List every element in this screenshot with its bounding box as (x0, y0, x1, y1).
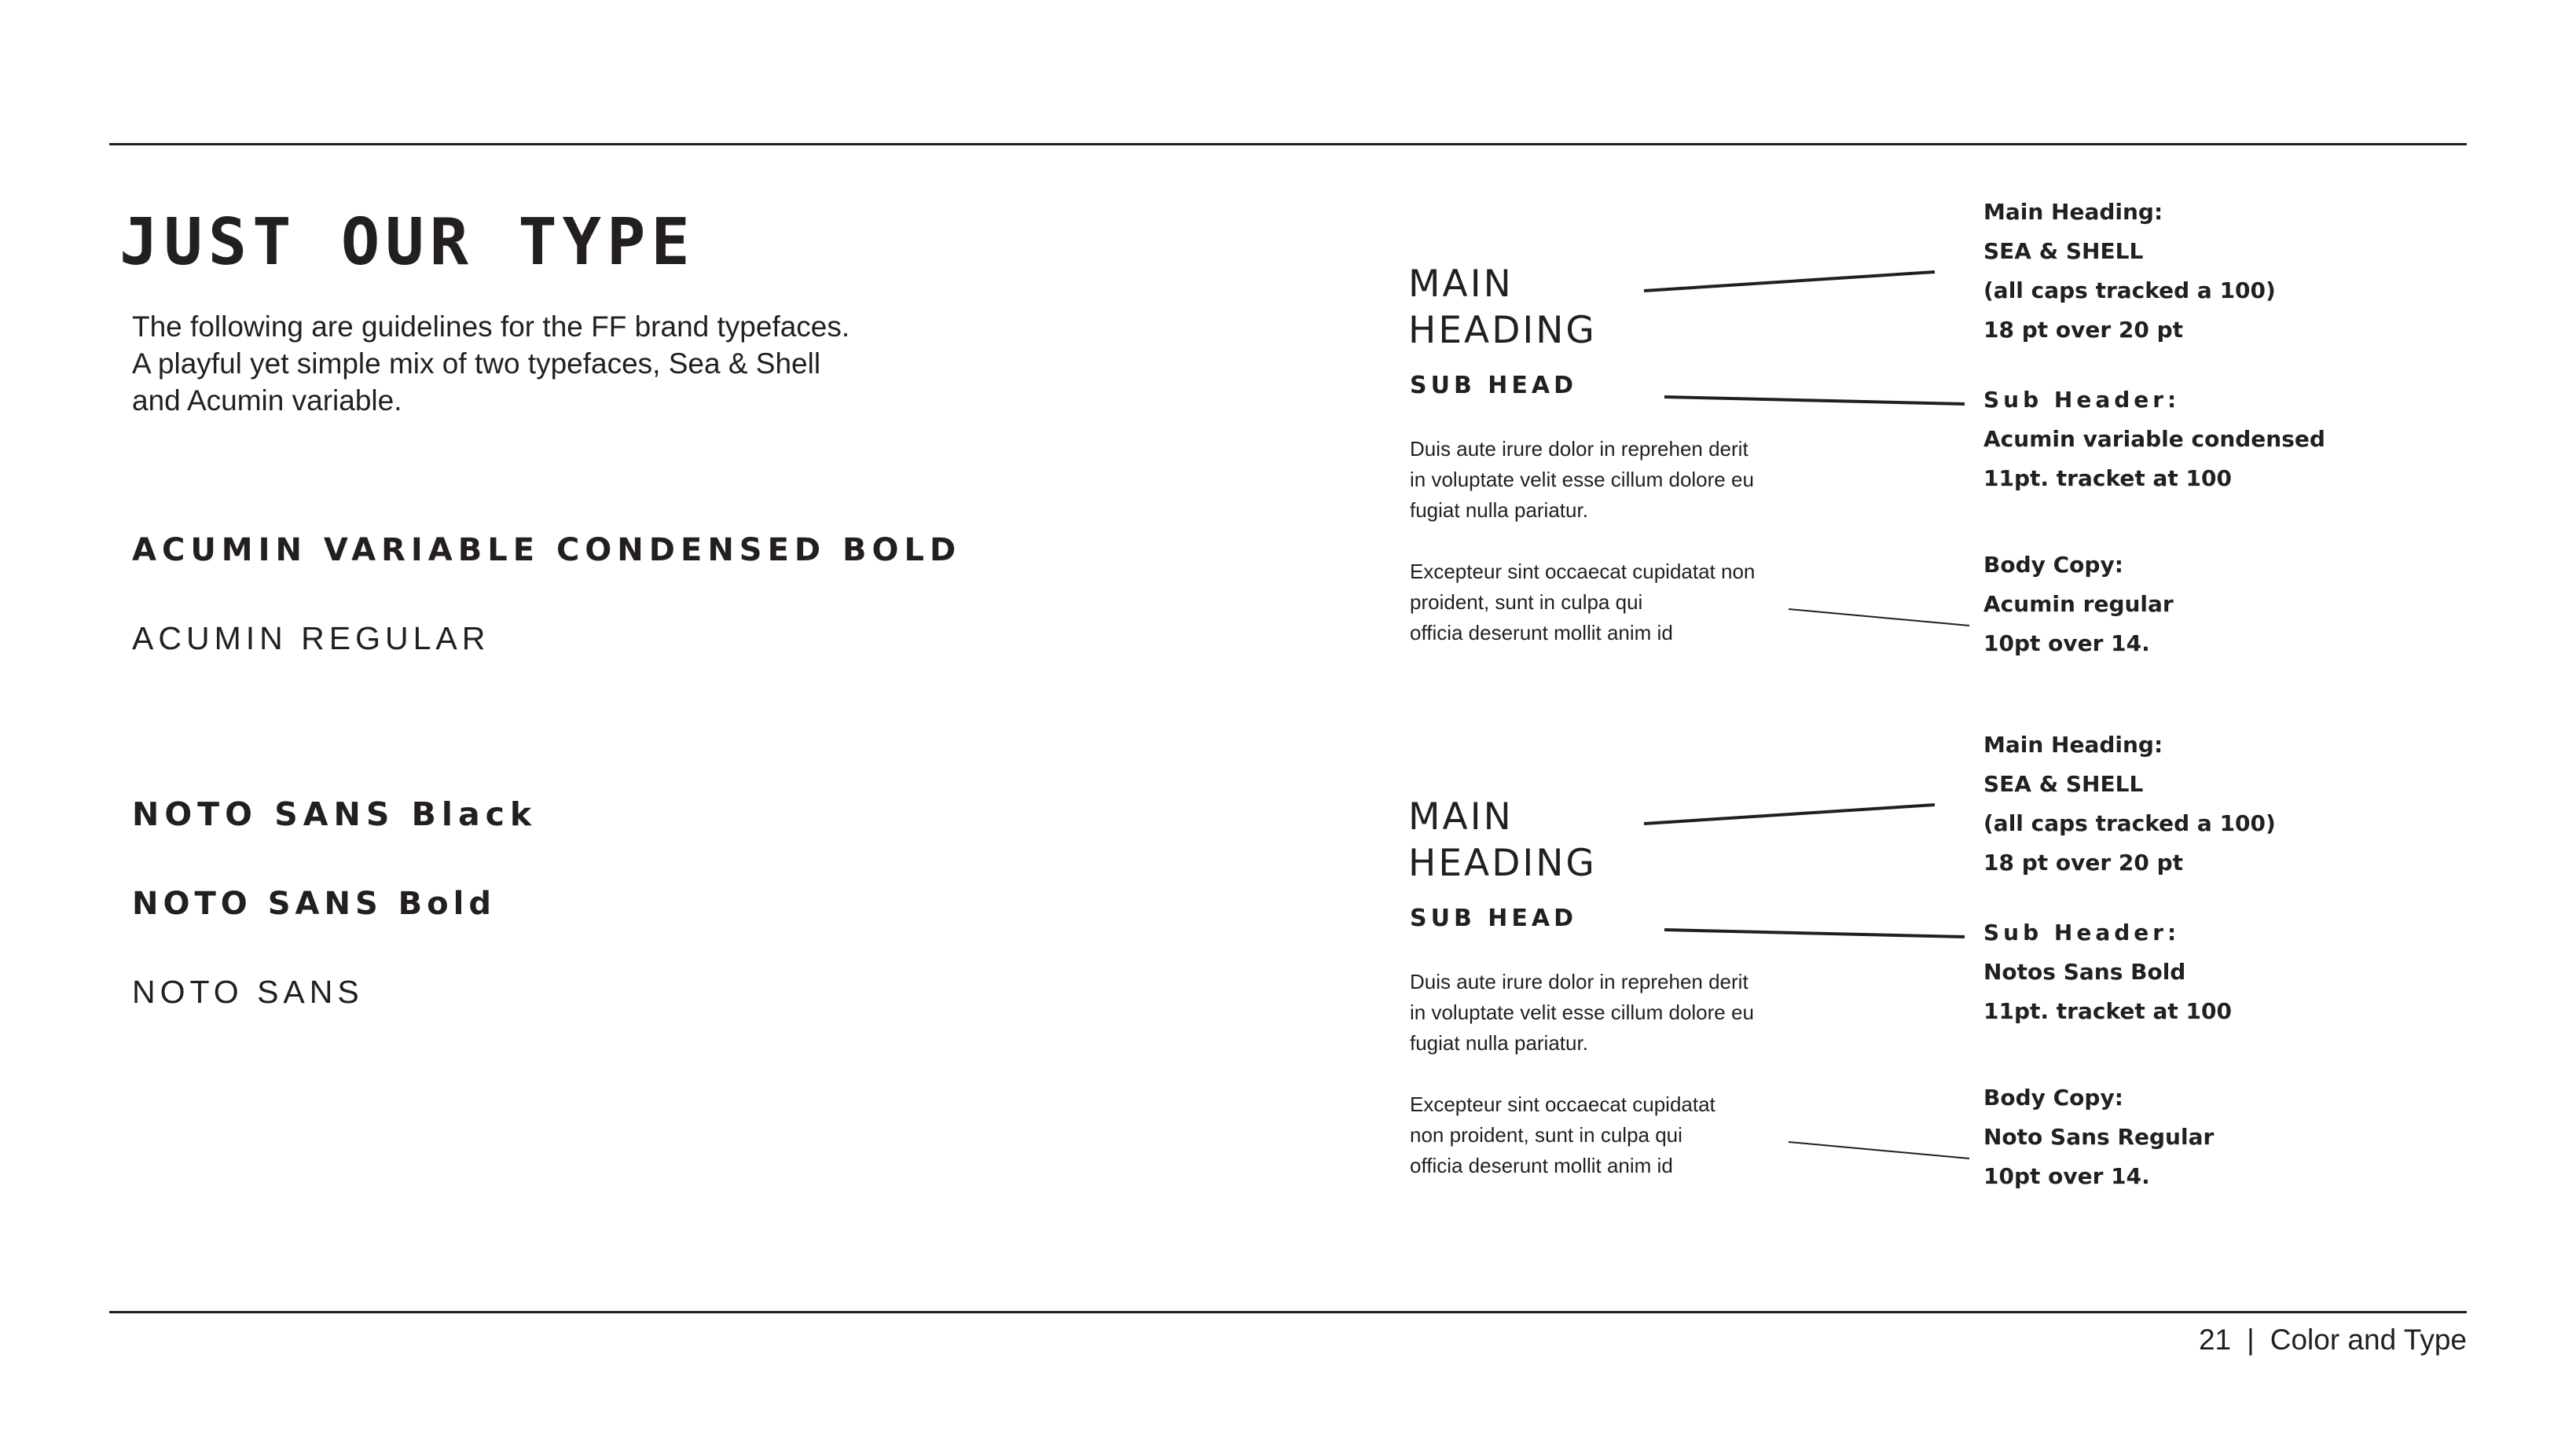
body-line: Excepteur sint occaecat cupidatat (1410, 1092, 1715, 1116)
connector-line (1664, 397, 1965, 404)
note-line: Notos Sans Bold (1983, 959, 2186, 985)
example-sub-head: SUB HEAD (1410, 372, 1577, 399)
body-line: fugiat nulla pariatur. (1410, 498, 1588, 522)
connector-line (1664, 930, 1965, 937)
connector-line (1789, 1142, 1969, 1158)
main-heading-line: HEADING (1408, 842, 1597, 885)
note-line: Body Copy: (1983, 1085, 2123, 1111)
page-number: 21 (2198, 1324, 2232, 1356)
specimen-noto-sans-bold: NOTO SANS Bold (132, 886, 496, 922)
section-name: Color and Type (2270, 1324, 2467, 1356)
note-line: Sub Header: (1983, 920, 2181, 945)
note-line: SEA & SHELL (1983, 238, 2144, 264)
note-line: Acumin regular (1983, 591, 2174, 617)
note-line: 10pt over 14. (1983, 1163, 2150, 1189)
note-line: 11pt. tracket at 100 (1983, 998, 2232, 1024)
note-line: Main Heading: (1983, 732, 2163, 758)
body-line: Excepteur sint occaecat cupidatat non (1410, 560, 1756, 583)
page-title: JUST OUR TYPE (119, 205, 695, 280)
body-line: non proident, sunt in culpa qui (1410, 1123, 1682, 1147)
main-heading-line: MAIN (1408, 795, 1514, 839)
example-sub-head: SUB HEAD (1410, 905, 1577, 932)
connector-line (1644, 805, 1935, 824)
note-line: SEA & SHELL (1983, 771, 2144, 797)
body-line: officia deserunt mollit anim id (1410, 621, 1673, 644)
intro-line: and Acumin variable. (132, 384, 402, 417)
note-line: 11pt. tracket at 100 (1983, 465, 2232, 491)
note-line: Sub Header: (1983, 387, 2181, 413)
connector-line (1644, 272, 1935, 291)
footer-separator: | (2247, 1324, 2255, 1356)
connector-line (1789, 609, 1969, 626)
specimen-noto-sans-black: NOTO SANS Black (132, 795, 538, 833)
note-line: (all caps tracked a 100) (1983, 810, 2276, 836)
note-line: Main Heading: (1983, 199, 2163, 225)
main-heading-line: MAIN (1408, 263, 1514, 306)
body-line: Duis aute irure dolor in reprehen derit (1410, 970, 1749, 993)
note-line: (all caps tracked a 100) (1983, 277, 2276, 303)
page-footer (2199, 1325, 2467, 1354)
body-line: fugiat nulla pariatur. (1410, 1031, 1588, 1055)
specimen-acumin-condensed-bold: ACUMIN VARIABLE CONDENSED BOLD (132, 532, 962, 568)
body-line: officia deserunt mollit anim id (1410, 1154, 1673, 1177)
body-line: in voluptate velit esse cillum dolore eu (1410, 1001, 1754, 1024)
note-line: Acumin variable condensed (1983, 426, 2325, 452)
body-line: in voluptate velit esse cillum dolore eu (1410, 468, 1754, 491)
note-line: 10pt over 14. (1983, 630, 2150, 656)
note-line: Body Copy: (1983, 552, 2123, 578)
specimen-noto-sans: NOTO SANS (132, 974, 364, 1010)
note-line: 18 pt over 20 pt (1983, 317, 2184, 343)
intro-line: The following are guidelines for the FF brand typefaces. (132, 310, 850, 343)
body-line: Duis aute irure dolor in reprehen derit (1410, 437, 1749, 461)
note-line: 18 pt over 20 pt (1983, 850, 2184, 876)
body-line: proident, sunt in culpa qui (1410, 590, 1643, 614)
intro-line: A playful yet simple mix of two typefaces, Sea & Shell (132, 347, 821, 380)
main-heading-line: HEADING (1408, 309, 1597, 352)
note-line: Noto Sans Regular (1983, 1124, 2215, 1150)
specimen-acumin-regular: ACUMIN REGULAR (132, 620, 490, 656)
